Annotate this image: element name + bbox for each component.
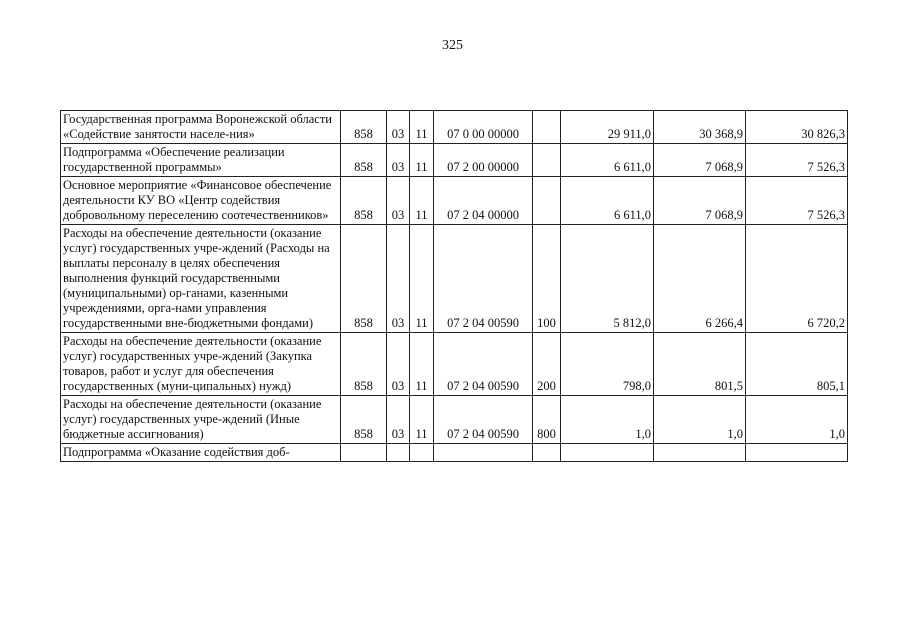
table-row	[61, 396, 848, 444]
section-code	[387, 444, 410, 462]
row-name: Расходы на обеспечение деятельности (оказание услуг) государственных учре-ждений (Закупка товаров, работ и услуг для обеспечения государственных (муни-ципальных) нужд)	[61, 333, 341, 396]
expense-type-code	[533, 111, 561, 144]
section-code: 03	[387, 396, 410, 444]
section-code: 03	[387, 225, 410, 333]
expense-type-code	[533, 144, 561, 177]
target-article-code	[434, 444, 533, 462]
amount-year-1: 6 611,0	[561, 144, 654, 177]
page-number: 325	[442, 38, 463, 53]
ved-code: 858	[341, 177, 387, 225]
row-name: Государственная программа Воронежской области «Содействие занятости населе-ния»	[61, 111, 341, 144]
amount-year-3: 6 720,2	[746, 225, 848, 333]
amount-year-1: 1,0	[561, 396, 654, 444]
expense-type-code: 800	[533, 396, 561, 444]
amount-year-2: 801,5	[654, 333, 746, 396]
subsection-code: 11	[410, 396, 434, 444]
ved-code: 858	[341, 333, 387, 396]
section-code: 03	[387, 177, 410, 225]
expense-type-code: 100	[533, 225, 561, 333]
ved-code: 858	[341, 225, 387, 333]
budget-table	[60, 110, 848, 462]
section-code: 03	[387, 111, 410, 144]
ved-code: 858	[341, 396, 387, 444]
subsection-code: 11	[410, 225, 434, 333]
table-row	[61, 225, 848, 333]
amount-year-2: 7 068,9	[654, 177, 746, 225]
target-article-code: 07 2 04 00000	[434, 177, 533, 225]
row-name: Основное мероприятие «Финансовое обеспечение деятельности КУ ВО «Центр содействия добровольному переселению соотечественников»	[61, 177, 341, 225]
table-row	[61, 111, 848, 144]
amount-year-3	[746, 444, 848, 462]
target-article-code: 07 0 00 00000	[434, 111, 533, 144]
target-article-code: 07 2 04 00590	[434, 333, 533, 396]
target-article-code: 07 2 04 00590	[434, 396, 533, 444]
section-code: 03	[387, 144, 410, 177]
amount-year-1: 5 812,0	[561, 225, 654, 333]
amount-year-2: 6 266,4	[654, 225, 746, 333]
row-name: Расходы на обеспечение деятельности (оказание услуг) государственных учре-ждений (Расходы на выплаты персоналу в целях обеспечения выполнения функций государственными (муниципальными) ор-ганами, казенными учреждениями, орга-нами управления государственными вне-бюджетными фондами)	[61, 225, 341, 333]
target-article-code: 07 2 00 00000	[434, 144, 533, 177]
amount-year-1	[561, 444, 654, 462]
ved-code: 858	[341, 144, 387, 177]
table-row	[61, 177, 848, 225]
amount-year-2: 30 368,9	[654, 111, 746, 144]
amount-year-3: 805,1	[746, 333, 848, 396]
row-name: Расходы на обеспечение деятельности (оказание услуг) государственных учре-ждений (Иные бюджетные ассигнования)	[61, 396, 341, 444]
subsection-code	[410, 444, 434, 462]
amount-year-2: 7 068,9	[654, 144, 746, 177]
target-article-code: 07 2 04 00590	[434, 225, 533, 333]
amount-year-3: 1,0	[746, 396, 848, 444]
section-code: 03	[387, 333, 410, 396]
expense-type-code	[533, 177, 561, 225]
expense-type-code: 200	[533, 333, 561, 396]
amount-year-3: 7 526,3	[746, 177, 848, 225]
amount-year-1: 6 611,0	[561, 177, 654, 225]
row-name: Подпрограмма «Оказание содействия доб-	[61, 444, 341, 462]
table-row	[61, 333, 848, 396]
ved-code: 858	[341, 111, 387, 144]
amount-year-1: 798,0	[561, 333, 654, 396]
amount-year-1: 29 911,0	[561, 111, 654, 144]
amount-year-3: 30 826,3	[746, 111, 848, 144]
amount-year-2	[654, 444, 746, 462]
subsection-code: 11	[410, 333, 434, 396]
row-name: Подпрограмма «Обеспечение реализации государственной программы»	[61, 144, 341, 177]
subsection-code: 11	[410, 144, 434, 177]
amount-year-2: 1,0	[654, 396, 746, 444]
table-row	[61, 444, 848, 462]
subsection-code: 11	[410, 111, 434, 144]
expense-type-code	[533, 444, 561, 462]
ved-code	[341, 444, 387, 462]
amount-year-3: 7 526,3	[746, 144, 848, 177]
table-row	[61, 144, 848, 177]
subsection-code: 11	[410, 177, 434, 225]
